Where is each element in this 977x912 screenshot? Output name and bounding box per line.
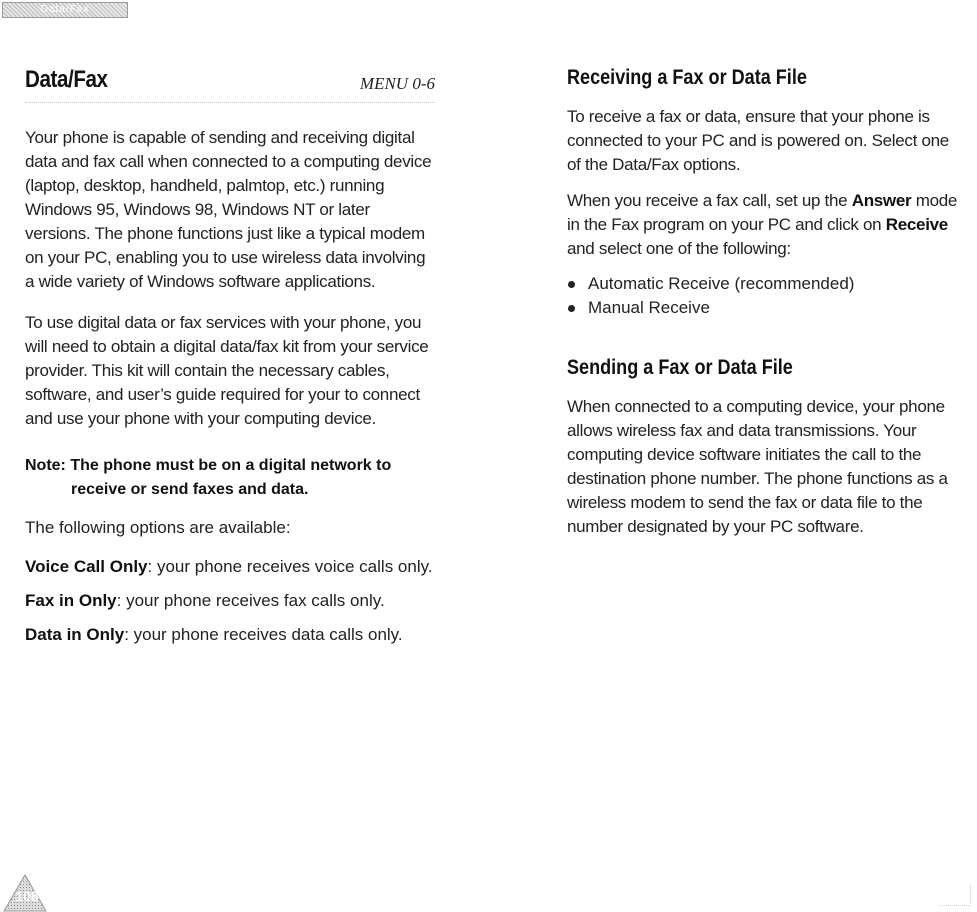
list-item: [567, 296, 854, 320]
section-tab: [2, 2, 128, 18]
corner-mark: [940, 885, 971, 906]
page-number: 108: [15, 888, 39, 904]
option-term: Fax in Only: [25, 591, 117, 610]
receiving-text-c: and select one of the following:: [567, 239, 791, 258]
note-line-1: The phone must be on a digital network to: [70, 457, 392, 474]
kit-paragraph: [25, 311, 437, 431]
page-number-badge: [2, 872, 48, 912]
option-fax-in-only: [25, 589, 385, 613]
title-row: [25, 66, 435, 100]
sending-heading: Sending a Fax or Data File: [567, 356, 793, 379]
option-data-in-only: [25, 623, 403, 647]
option-desc: : your phone receives data calls only.: [124, 625, 403, 644]
page-title: Data/Fax: [25, 66, 108, 93]
list-item: [567, 272, 854, 296]
option-desc: : your phone receives fax calls only.: [116, 591, 385, 610]
bullet-icon: [568, 305, 575, 312]
title-divider: [25, 102, 435, 103]
option-term: Voice Call Only: [25, 557, 148, 576]
receiving-paragraph-2: [567, 189, 961, 261]
kit-paragraph-text: To use digital data or fax services with your phone, you will need to obtain a digital data/fax kit from your service provider. This kit will contain the necessary cables, software, and user’s guide required for your to connect and use your phone with your computing device.: [25, 313, 429, 428]
option-desc: : your phone receives voice calls only.: [147, 557, 433, 576]
answer-keyword: Answer: [851, 191, 912, 210]
receiving-paragraph-1: [567, 105, 961, 177]
section-tab-label: Data/Fax: [40, 4, 90, 15]
receive-keyword: Receive: [885, 215, 948, 234]
receiving-text-b: mode in the Fax program on your PC and click on: [567, 191, 958, 234]
receive-options-list: [567, 272, 854, 320]
note-block: [25, 454, 445, 502]
options-intro: The following options are available:: [25, 518, 291, 537]
menu-reference: MENU 0-6: [359, 74, 435, 93]
receiving-heading: Receiving a Fax or Data File: [567, 66, 807, 89]
intro-paragraph: [25, 126, 437, 294]
note-label: Note:: [25, 457, 66, 474]
sending-paragraph-text: When connected to a computing device, your phone allows wireless fax and data transmissions. Your computing device software initiates the call to the destination phone number. The phone functions as a wireless modem to send the fax or data file to the number designated by your PC software.: [567, 397, 948, 536]
bullet-icon: [568, 281, 575, 288]
sending-paragraph: [567, 395, 961, 539]
receiving-paragraph-1-text: To receive a fax or data, ensure that your phone is connected to your PC and is powered on. Select one of the Data/Fax options.: [567, 107, 949, 174]
list-item-text: Automatic Receive (recommended): [588, 274, 855, 293]
note-line-2: receive or send faxes and data.: [71, 481, 309, 498]
list-item-text: Manual Receive: [588, 298, 710, 317]
option-term: Data in Only: [25, 625, 125, 644]
intro-paragraph-text: Your phone is capable of sending and receiving digital data and fax call when connected to a computing device (laptop, desktop, handheld, palmtop, etc.) running Windows 95, Windows 98, Windows NT or later versions. The phone functions just like a typical modem on your PC, enabling you to use wireless data involving a wide variety of Windows software applications.: [25, 128, 432, 291]
receiving-text-a: When you receive a fax call, set up the: [567, 191, 852, 210]
option-voice-call-only: [25, 555, 433, 579]
